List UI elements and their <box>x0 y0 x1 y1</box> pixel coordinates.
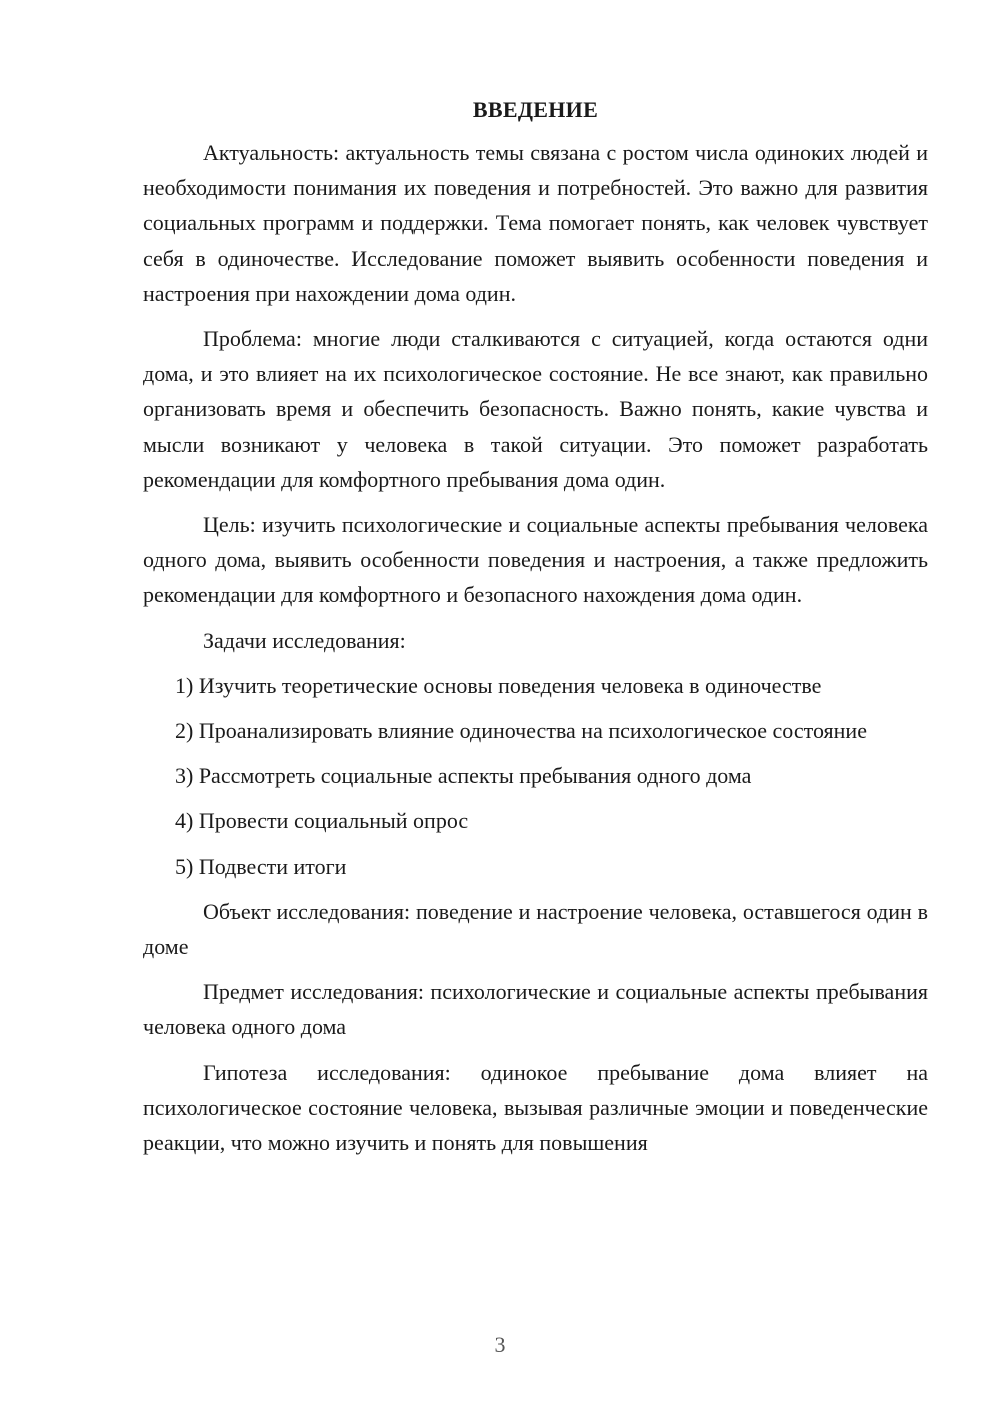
page-content <box>143 95 928 1170</box>
problem-paragraph: Проблема: многие люди сталкиваются с ситуацией, когда остаются одни дома, и это влияет на их психологическое состояние. Не все знают, как правильно организовать время и обеспечить безопасность. Важно понять, какие чувства и мысли возникают у человека в такой ситуации. Это поможет разработать рекомендации для комфортного пребывания дома один. <box>143 326 928 492</box>
task-item-3: 3) Рассмотреть социальные аспекты пребывания одного дома <box>175 763 752 789</box>
subject-paragraph: Предмет исследования: психологические и социальные аспекты пребывания человека одного дома <box>143 979 928 1040</box>
hypothesis-paragraph: Гипотеза исследования: одинокое пребывание дома влияет на психологическое состояние человека, вызывая различные эмоции и поведенческие реакции, что можно изучить и понять для повышения <box>143 1059 928 1156</box>
object-paragraph: Объект исследования: поведение и настроение человека, оставшегося один в доме <box>143 898 928 960</box>
task-item-4: 4) Провести социальный опрос <box>175 808 469 834</box>
task-item-2: 2) Проанализировать влияние одиночества на психологическое состояние <box>175 718 867 744</box>
tasks-heading: Задачи исследования: <box>203 627 406 653</box>
relevance-paragraph: Актуальность: актуальность темы связана с ростом числа одиноких людей и необходимости понимания их поведения и потребностей. Это важно для развития социальных программ и поддержки. Тема помогает понять, как человек чувствует себя в одиночестве. Исследование поможет выявить особенности поведения и настроения при нахождении дома один. <box>143 140 928 306</box>
goal-paragraph: Цель: изучить психологические и социальные аспекты пребывания человека одного дома, выявить особенности поведения и настроения, а также предложить рекомендации для комфортного и безопасного нахождения дома один. <box>143 512 928 608</box>
task-item-5: 5) Подвести итоги <box>175 853 347 879</box>
page-number: 3 <box>494 1332 506 1357</box>
section-title: ВВЕДЕНИЕ <box>472 97 599 122</box>
task-item-1: 1) Изучить теоретические основы поведения человека в одиночестве <box>175 672 822 698</box>
